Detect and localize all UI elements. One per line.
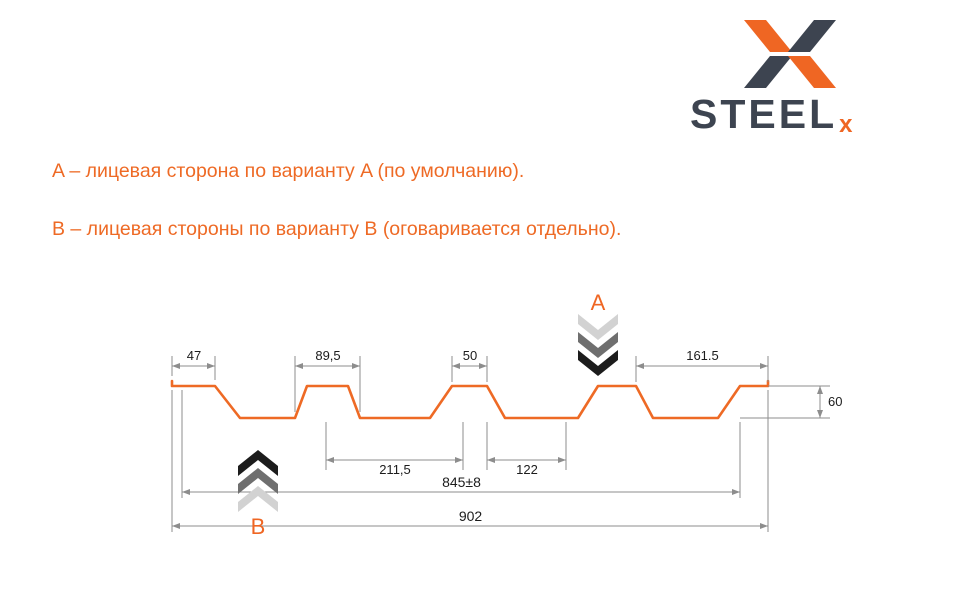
- dim-label-845: 845±8: [442, 474, 481, 490]
- note-variant-b: B – лицевая стороны по варианту B (оговаривается отдельно).: [52, 218, 622, 240]
- dim-label-122: 122: [516, 462, 538, 477]
- marker-label-b: B: [250, 514, 266, 539]
- steelx-logo: [690, 18, 910, 143]
- dim-label-60: 60: [828, 394, 843, 409]
- profile-drawing: [0, 270, 970, 570]
- dim-label-211-5: 211,5: [379, 462, 411, 477]
- dim-label-50: 50: [462, 348, 478, 363]
- dim-label-902: 902: [458, 508, 483, 524]
- profile-outline: [172, 381, 768, 418]
- profile-drawing-svg: [0, 270, 970, 570]
- dim-label-89-5: 89,5: [315, 348, 341, 363]
- note-variant-a: A – лицевая сторона по варианту A (по умолчанию).: [52, 160, 525, 182]
- steelx-x-mark: [742, 18, 838, 90]
- marker-a-chevrons-down-icon: [578, 314, 618, 376]
- logo-wordmark: [690, 91, 910, 138]
- dim-label-161-5: 161.5: [686, 348, 719, 363]
- marker-label-a: A: [590, 290, 606, 315]
- logo-superscript-x: x: [839, 111, 853, 138]
- dim-label-47: 47: [186, 348, 202, 363]
- logo-word-steel: STEEL: [690, 91, 838, 137]
